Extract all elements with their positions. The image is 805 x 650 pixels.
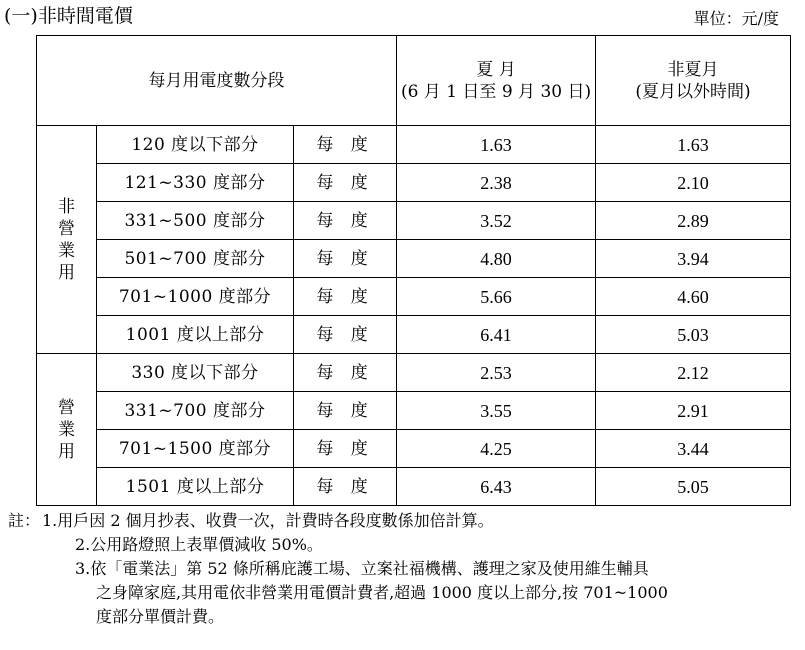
nonsummer-rate-cell: 2.89 [596,202,791,240]
unit-label: 單位：元/度 [693,9,779,28]
unit-per-cell: 每 度 [294,354,397,392]
usage-tier-cell: 120 度以下部分 [97,126,294,164]
nonsummer-rate-cell: 2.12 [596,354,791,392]
category-char: 非 [58,196,75,217]
note-text-2: 2.公用路燈照上表單價減收 50%。 [75,535,323,554]
unit-per-cell: 每 度 [294,468,397,506]
nonsummer-rate-cell: 3.94 [596,240,791,278]
table-row [37,240,791,278]
nonsummer-rate-cell: 2.91 [596,392,791,430]
note-item [8,509,798,533]
unit-per-cell: 每 度 [294,278,397,316]
nonsummer-rate-cell: 4.60 [596,278,791,316]
table-row [37,278,791,316]
table-row [37,430,791,468]
summer-rate-cell: 1.63 [397,126,596,164]
usage-tier-cell: 1501 度以上部分 [97,468,294,506]
summer-rate-cell: 6.41 [397,316,596,354]
nonsummer-rate-cell: 5.05 [596,468,791,506]
category-char: 營 [58,397,75,418]
header-nonsummer-label: 非夏月 [667,59,719,80]
section-title: (一)非時間電價 [4,5,133,27]
table-row [37,316,791,354]
rate-table [36,35,791,506]
category-label [37,126,97,354]
header-usage-bracket: 每月用電度數分段 [37,36,397,126]
nonsummer-rate-cell: 5.03 [596,316,791,354]
summer-rate-cell: 4.25 [397,430,596,468]
unit-per-cell: 每 度 [294,164,397,202]
category-label [37,354,97,506]
category-char: 營 [58,218,75,239]
header-summer [397,36,596,126]
usage-tier-cell: 701~1000 度部分 [97,278,294,316]
notes-label: 註： [8,511,41,530]
notes [8,509,798,629]
table-row [37,468,791,506]
table-header-row [37,36,791,126]
table-row [37,392,791,430]
header-summer-period: (6 月 1 日至 9 月 30 日) [400,81,592,102]
unit-per-cell: 每 度 [294,430,397,468]
unit-per-cell: 每 度 [294,126,397,164]
header-nonsummer-period: (夏月以外時間) [635,81,751,102]
table-row [37,202,791,240]
summer-rate-cell: 5.66 [397,278,596,316]
nonsummer-rate-cell: 2.10 [596,164,791,202]
usage-tier-cell: 331~500 度部分 [97,202,294,240]
note-text-1: 1.用戶因 2 個月抄表、收費一次，計費時各段度數係加倍計算。 [42,511,494,530]
table-row [37,354,791,392]
usage-tier-cell: 121~330 度部分 [97,164,294,202]
table-row [37,164,791,202]
note-text-3-cont-2: 度部分單價計費。 [96,607,225,626]
note-text-3-cont-1: 之身障家庭,其用電依非營業用電價計費者,超過 1000 度以上部分,按 701~1000 [96,583,668,602]
usage-tier-cell: 330 度以下部分 [97,354,294,392]
note-item-continuation [8,581,798,605]
header-nonsummer [596,36,791,126]
summer-rate-cell: 3.52 [397,202,596,240]
category-char: 業 [58,419,75,440]
summer-rate-cell: 4.80 [397,240,596,278]
unit-per-cell: 每 度 [294,240,397,278]
note-item [8,557,798,581]
usage-tier-cell: 331~700 度部分 [97,392,294,430]
note-text-3: 3.依「電業法」第 52 條所稱庇護工場、立案社福機構、護理之家及使用維生輔具 [75,559,649,578]
usage-tier-cell: 1001 度以上部分 [97,316,294,354]
unit-per-cell: 每 度 [294,202,397,240]
note-item [8,533,798,557]
unit-per-cell: 每 度 [294,316,397,354]
usage-tier-cell: 501~700 度部分 [97,240,294,278]
header-summer-label: 夏 月 [476,59,516,80]
unit-per-cell: 每 度 [294,392,397,430]
nonsummer-rate-cell: 3.44 [596,430,791,468]
table-row [37,126,791,164]
usage-tier-cell: 701~1500 度部分 [97,430,294,468]
summer-rate-cell: 3.55 [397,392,596,430]
summer-rate-cell: 2.53 [397,354,596,392]
note-item-continuation [8,605,798,629]
nonsummer-rate-cell: 1.63 [596,126,791,164]
category-char: 業 [58,240,75,261]
summer-rate-cell: 6.43 [397,468,596,506]
category-char: 用 [58,262,75,283]
category-char: 用 [58,441,75,462]
summer-rate-cell: 2.38 [397,164,596,202]
